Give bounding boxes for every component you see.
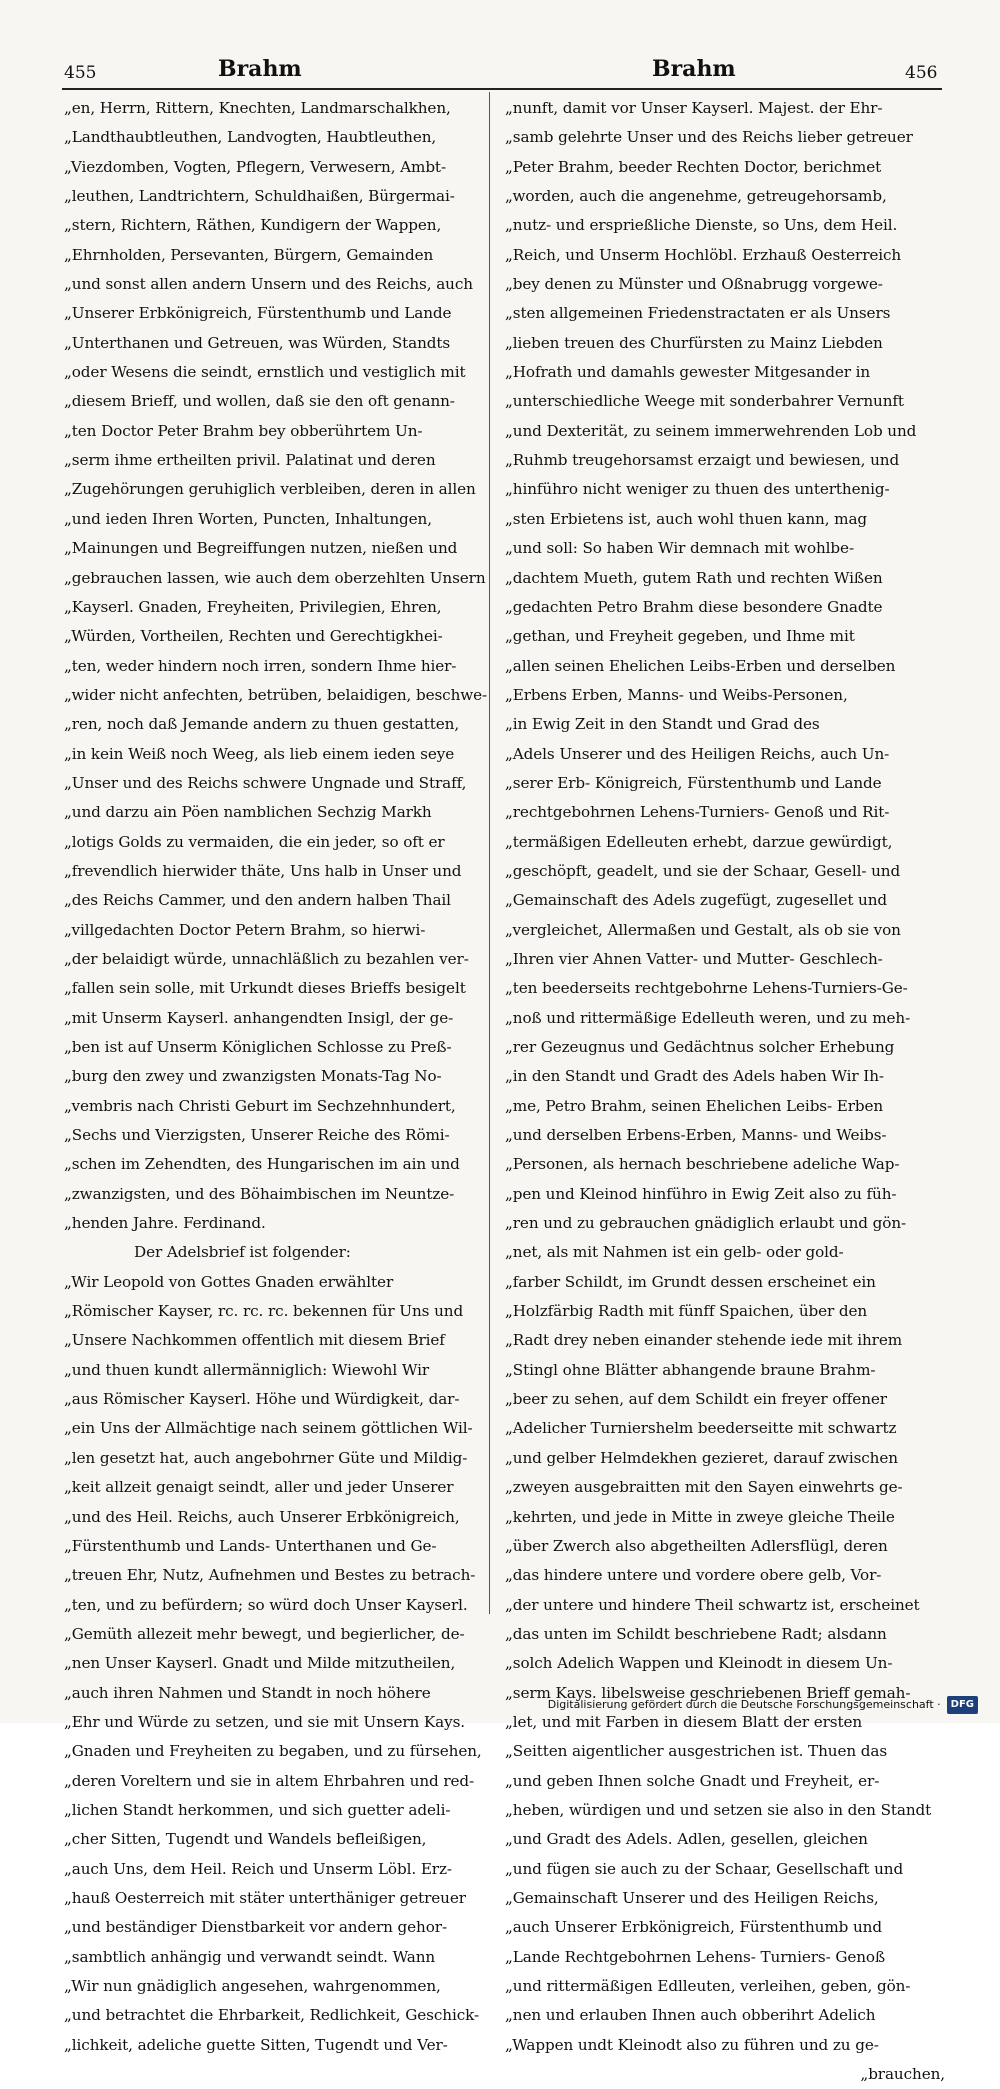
text-line: „unterschiedliche Weege mit sonderbahrer Vernunft — [505, 392, 904, 411]
text-line: „lotigs Golds zu vermaiden, die ein jeder, so oft er — [64, 832, 445, 851]
text-line: „pen und Kleinod hinführo in Ewig Zeit also zu füh- — [505, 1184, 897, 1203]
text-line: „zweyen ausgebraitten mit den Sayen einwehrts ge- — [505, 1478, 903, 1497]
text-line: „Reich, und Unserm Hochlöbl. Erzhauß Oesterreich — [505, 245, 902, 264]
right-running-title: Brahm — [652, 56, 736, 82]
text-line: „Sechs und Vierzigsten, Unserer Reiche des Römi- — [64, 1126, 450, 1145]
text-line: „gethan, und Freyheit gegeben, und Ihme mit — [505, 627, 855, 646]
text-line: „Ehr und Würde zu setzen, und sie mit Unsern Kays. — [64, 1712, 466, 1731]
text-line: „brauchen, — [860, 2065, 945, 2084]
text-line: „und gelber Helmdekhen gezieret, darauf zwischen — [505, 1448, 898, 1467]
text-line: „ten, weder hindern noch irren, sondern Ihme hier- — [64, 656, 457, 675]
text-line: „ein Uns der Allmächtige nach seinem göttlichen Wil- — [64, 1419, 473, 1438]
text-line: „kehrten, und jede in Mitte in zweye gleiche Theile — [505, 1507, 895, 1526]
text-line: „vergleichet, Allermaßen und Gestalt, als ob sie von — [505, 920, 901, 939]
left-running-title: Brahm — [218, 56, 302, 82]
text-line: „ren, noch daß Jemande andern zu thuen gestatten, — [64, 715, 460, 734]
text-line: „auch Uns, dem Heil. Reich und Unserm Löbl. Erz- — [64, 1859, 452, 1878]
text-line: „Gemüth allezeit mehr bewegt, und begierlicher, de- — [64, 1624, 465, 1643]
text-line: „oder Wesens die seindt, ernstlich und vestiglich mit — [64, 363, 466, 382]
text-line: „Seitten aigentlicher ausgestrichen ist. Thuen das — [505, 1742, 888, 1761]
text-line: „frevendlich hierwider thäte, Uns halb in Unser und — [64, 861, 462, 880]
text-line: „der untere und hindere Theil schwartz ist, erscheinet — [505, 1595, 920, 1614]
text-line: „Unser und des Reichs schwere Ungnade und Straff, — [64, 773, 467, 792]
text-line: „wider nicht anfechten, betrüben, belaidigen, beschwe- — [64, 685, 488, 704]
text-line: „und darzu ain Pöen namblichen Sechzig Markh — [64, 803, 432, 822]
text-line: „und fügen sie auch zu der Schaar, Gesellschaft und — [505, 1859, 904, 1878]
text-line: „gebrauchen lassen, wie auch dem oberzehlten Unsern — [64, 568, 486, 587]
text-line: „vembris nach Christi Geburt im Sechzehnhundert, — [64, 1096, 456, 1115]
text-line: „serer Erb- Königreich, Fürstenthumb und Lande — [505, 773, 882, 792]
text-line: „schen im Zehendten, des Hungarischen im ain und — [64, 1155, 460, 1174]
text-line: „nen und erlauben Ihnen auch obberihrt Adelich — [505, 2006, 876, 2025]
text-line: „beer zu sehen, auf dem Schildt ein freyer offener — [505, 1390, 887, 1409]
text-line: „henden Jahre. Ferdinand. — [64, 1214, 266, 1233]
text-line: „hauß Oesterreich mit stäter unterthäniger getreuer — [64, 1888, 466, 1907]
text-line: „gedachten Petro Brahm diese besondere Gnadte — [505, 597, 883, 616]
text-line: „Hofrath und damahls gewester Mitgesander in — [505, 363, 871, 382]
text-line: „rer Gezeugnus und Gedächtnus solcher Erhebung — [505, 1038, 895, 1056]
text-line: „noß und rittermäßige Edelleuth weren, und zu meh- — [505, 1008, 911, 1027]
text-line: „auch ihren Nahmen und Standt in noch höhere — [64, 1683, 431, 1702]
text-line: „Gemainschaft des Adels zugefügt, zugesellet und — [505, 891, 888, 910]
text-line: „mit Unserm Kayserl. anhangendten Insigl, der ge- — [64, 1008, 454, 1027]
text-line: „auch Unserer Erbkönigreich, Fürstenthumb und — [505, 1918, 882, 1937]
text-line: „und thuen kundt allermänniglich: Wiewohl Wir — [64, 1360, 429, 1379]
text-line: „und derselben Erbens-Erben, Manns- und Weibs- — [505, 1126, 887, 1145]
text-line: „sten Erbietens ist, auch wohl thuen kann, mag — [505, 509, 868, 528]
text-line: „samb gelehrte Unser und des Reichs lieber getreuer — [505, 128, 913, 147]
text-line: „hinführo nicht weniger zu thuen des unterthenig- — [505, 480, 890, 499]
text-line: „Holzfärbig Radth mit fünff Spaichen, über den — [505, 1302, 868, 1321]
text-line: „leuthen, Landtrichtern, Schuldhaißen, Bürgermai- — [64, 187, 455, 206]
text-line: „burg den zwey und zwanzigsten Monats-Tag No- — [64, 1067, 442, 1086]
text-line: „Landthaubtleuthen, Landvogten, Haubtleuthen, — [64, 128, 437, 147]
text-line: „das unten im Schildt beschriebene Radt; alsdann — [505, 1624, 887, 1643]
text-line: „Erbens Erben, Manns- und Weibs-Personen, — [505, 685, 848, 704]
text-line: „net, als mit Nahmen ist ein gelb- oder gold- — [505, 1243, 844, 1262]
right-text-column — [505, 94, 945, 2089]
text-line: „deren Voreltern und sie in altem Ehrbahren und red- — [64, 1771, 475, 1790]
text-line: „Zugehörungen geruhiglich verbleiben, deren in allen — [64, 480, 476, 499]
text-line: „Ruhmb treugehorsamst erzaigt und bewiesen, und — [505, 451, 900, 470]
text-line: „Mainungen und Begreiffungen nutzen, nießen und — [64, 539, 458, 558]
text-line: „Wir nun gnädiglich angesehen, wahrgenommen, — [64, 1977, 441, 1995]
text-line: Der Adelsbrief ist folgender: — [134, 1243, 351, 1262]
dfg-logo-icon: DFG — [947, 1696, 978, 1714]
text-line: „Unserer Erbkönigreich, Fürstenthumb und Lande — [64, 304, 452, 323]
left-text-column — [64, 94, 489, 2060]
text-line: „und betrachtet die Ehrbarkeit, Redlichkeit, Geschick- — [64, 2006, 479, 2025]
text-line: „geschöpft, geadelt, und sie der Schaar, Gesell- und — [505, 861, 901, 880]
text-line: „cher Sitten, Tugendt und Wandels befleißigen, — [64, 1830, 427, 1849]
text-line: „und geben Ihnen solche Gnadt und Freyheit, er- — [505, 1771, 880, 1790]
text-line: „Radt drey neben einander stehende iede mit ihrem — [505, 1331, 903, 1350]
text-line: „und beständiger Dienstbarkeit vor andern gehor- — [64, 1918, 447, 1937]
text-line: „das hindere untere und vordere obere gelb, Vor- — [505, 1566, 882, 1585]
text-line: „heben, würdigen und und setzen sie also in den Standt — [505, 1800, 932, 1819]
text-line: „diesem Brieff, und wollen, daß sie den oft genann- — [64, 392, 455, 411]
text-line: „allen seinen Ehelichen Leibs-Erben und derselben — [505, 656, 896, 675]
text-line: „und Gradt des Adels. Adlen, gesellen, gleichen — [505, 1830, 868, 1849]
text-line: „Ihren vier Ahnen Vatter- und Mutter- Geschlech- — [505, 949, 883, 968]
text-line: „ten Doctor Peter Brahm bey obberührtem Un- — [64, 421, 423, 440]
text-line: „rechtgebohrnen Lehens-Turniers- Genoß und Rit- — [505, 803, 890, 822]
text-line: „sambtlich anhängig und verwandt seindt. Wann — [64, 1947, 436, 1966]
footer-text: Digitalisierung gefördert durch die Deutsche Forschungsgemeinschaft · — [547, 1698, 941, 1711]
text-line: „en, Herrn, Rittern, Knechten, Landmarschalkhen, — [64, 99, 451, 117]
text-line: „Wir Leopold von Gottes Gnaden erwählter — [64, 1272, 394, 1291]
text-line: „serm Kays. libelsweise geschriebenen Brieff gemah- — [505, 1683, 911, 1702]
text-line: „let, und mit Farben in diesem Blatt der ersten — [505, 1712, 863, 1731]
text-line: „lichkeit, adeliche guette Sitten, Tugendt und Ver- — [64, 2035, 448, 2054]
text-line: „farber Schildt, im Grundt dessen erscheinet ein — [505, 1272, 876, 1291]
text-line: „solch Adelich Wappen und Kleinodt in diesem Un- — [505, 1654, 893, 1673]
text-line: „Personen, als hernach beschriebene adeliche Wap- — [505, 1155, 900, 1174]
text-line: „Lande Rechtgebohrnen Lehens- Turniers- Genoß — [505, 1947, 886, 1966]
text-line: „zwanzigsten, und des Böhaimbischen im Neuntze- — [64, 1184, 455, 1203]
text-line: „Römischer Kayser, rc. rc. rc. bekennen für Uns und — [64, 1302, 464, 1321]
text-line: „keit allzeit genaigt seindt, aller und jeder Unserer — [64, 1478, 454, 1497]
text-line: „Ehrnholden, Persevanten, Bürgern, Gemainden — [64, 245, 434, 264]
column-divider — [489, 92, 490, 1614]
header-rule — [62, 88, 942, 90]
text-line: „Stingl ohne Blätter abhangende braune Brahm- — [505, 1360, 876, 1379]
text-line: „Viezdomben, Vogten, Pflegern, Verwesern, Ambt- — [64, 157, 446, 176]
text-line: „nen Unser Kayserl. Gnadt und Milde mitzutheilen, — [64, 1654, 456, 1673]
text-line: „aus Römischer Kayserl. Höhe und Würdigkeit, dar- — [64, 1390, 460, 1409]
text-line: „me, Petro Brahm, seinen Ehelichen Leibs- Erben — [505, 1096, 884, 1115]
text-line: „Gemainschaft Unserer und des Heiligen Reichs, — [505, 1888, 879, 1907]
text-line: „und ieden Ihren Worten, Puncten, Inhaltungen, — [64, 509, 432, 528]
text-line: „dachtem Mueth, gutem Rath und rechten Wißen — [505, 568, 883, 587]
text-line: „Adels Unserer und des Heiligen Reichs, auch Un- — [505, 744, 890, 763]
text-line: „ten beederseits rechtgebohrne Lehens-Turniers-Ge- — [505, 979, 908, 998]
text-line: „über Zwerch also abgetheilten Adlersflügl, deren — [505, 1536, 888, 1555]
text-line: „treuen Ehr, Nutz, Aufnehmen und Bestes zu betrach- — [64, 1566, 476, 1585]
text-line: „und rittermäßigen Edlleuten, verleihen, geben, gön- — [505, 1977, 911, 1995]
text-line: „villgedachten Doctor Petern Brahm, so hierwi- — [64, 920, 426, 939]
text-line: „stern, Richtern, Räthen, Kundigern der Wappen, — [64, 216, 442, 235]
text-line: „ben ist auf Unserm Königlichen Schlosse zu Preß- — [64, 1038, 452, 1056]
text-line: „in kein Weiß noch Weeg, als lieb einem ieden seye — [64, 744, 455, 763]
text-line: „in den Standt und Gradt des Adels haben Wir Ih- — [505, 1067, 884, 1086]
text-line: „termäßigen Edelleuten erhebt, darzue gewürdigt, — [505, 832, 893, 851]
right-page-number: 456 — [905, 63, 938, 83]
text-line: „Gnaden und Freyheiten zu begaben, und zu fürsehen, — [64, 1742, 482, 1761]
text-line: „Unsere Nachkommen offentlich mit diesem Brief — [64, 1331, 445, 1350]
text-line: „Würden, Vortheilen, Rechten und Gerechtigkhei- — [64, 627, 443, 646]
text-line: „fallen sein solle, mit Urkundt dieses Brieffs besigelt — [64, 979, 466, 998]
text-line: „Unterthanen und Getreuen, was Würden, Standts — [64, 333, 451, 352]
text-line: „nutz- und ersprießliche Dienste, so Uns, dem Heil. — [505, 216, 898, 235]
text-line: „und des Heil. Reichs, auch Unserer Erbkönigreich, — [64, 1507, 460, 1526]
text-line: „Peter Brahm, beeder Rechten Doctor, berichmet — [505, 157, 882, 176]
text-line: „der belaidigt würde, unnachläßlich zu bezahlen ver- — [64, 949, 469, 968]
text-line: „len gesetzt hat, auch angebohrner Güte und Mildig- — [64, 1448, 468, 1467]
text-line: „ten, und zu befürdern; so würd doch Unser Kayserl. — [64, 1595, 468, 1614]
text-line: „Wappen undt Kleinodt also zu führen und zu ge- — [505, 2035, 879, 2054]
footer-credit — [548, 1695, 978, 1715]
text-line: „serm ihme ertheilten privil. Palatinat und deren — [64, 451, 436, 470]
text-line: „Kayserl. Gnaden, Freyheiten, Privilegien, Ehren, — [64, 597, 442, 616]
text-line: „ren und zu gebrauchen gnädiglich erlaubt und gön- — [505, 1214, 907, 1233]
text-line: „und sonst allen andern Unsern und des Reichs, auch — [64, 275, 473, 294]
text-line: „sten allgemeinen Friedenstractaten er als Unsers — [505, 304, 891, 323]
text-line: „lichen Standt herkommen, und sich guetter adeli- — [64, 1800, 451, 1819]
text-line: „Adelicher Turniershelm beederseitte mit schwartz — [505, 1419, 897, 1438]
text-line: „und soll: So haben Wir demnach mit wohlbe- — [505, 539, 854, 558]
text-line: „und Dexterität, zu seinem immerwehrenden Lob und — [505, 421, 917, 440]
text-line: „lieben treuen des Churfürsten zu Mainz Liebden — [505, 333, 883, 352]
text-line: „nunft, damit vor Unser Kayserl. Majest. der Ehr- — [505, 99, 883, 117]
text-line: „worden, auch die angenehme, getreugehorsamb, — [505, 187, 887, 206]
text-line: „bey denen zu Münster und Oßnabrugg vorgewe- — [505, 275, 883, 294]
text-line: „in Ewig Zeit in den Standt und Grad des — [505, 715, 820, 734]
text-line: „des Reichs Cammer, und den andern halben Thail — [64, 891, 451, 910]
text-line: „Fürstenthumb und Lands- Unterthanen und Ge- — [64, 1536, 437, 1555]
left-page-number: 455 — [64, 63, 97, 83]
